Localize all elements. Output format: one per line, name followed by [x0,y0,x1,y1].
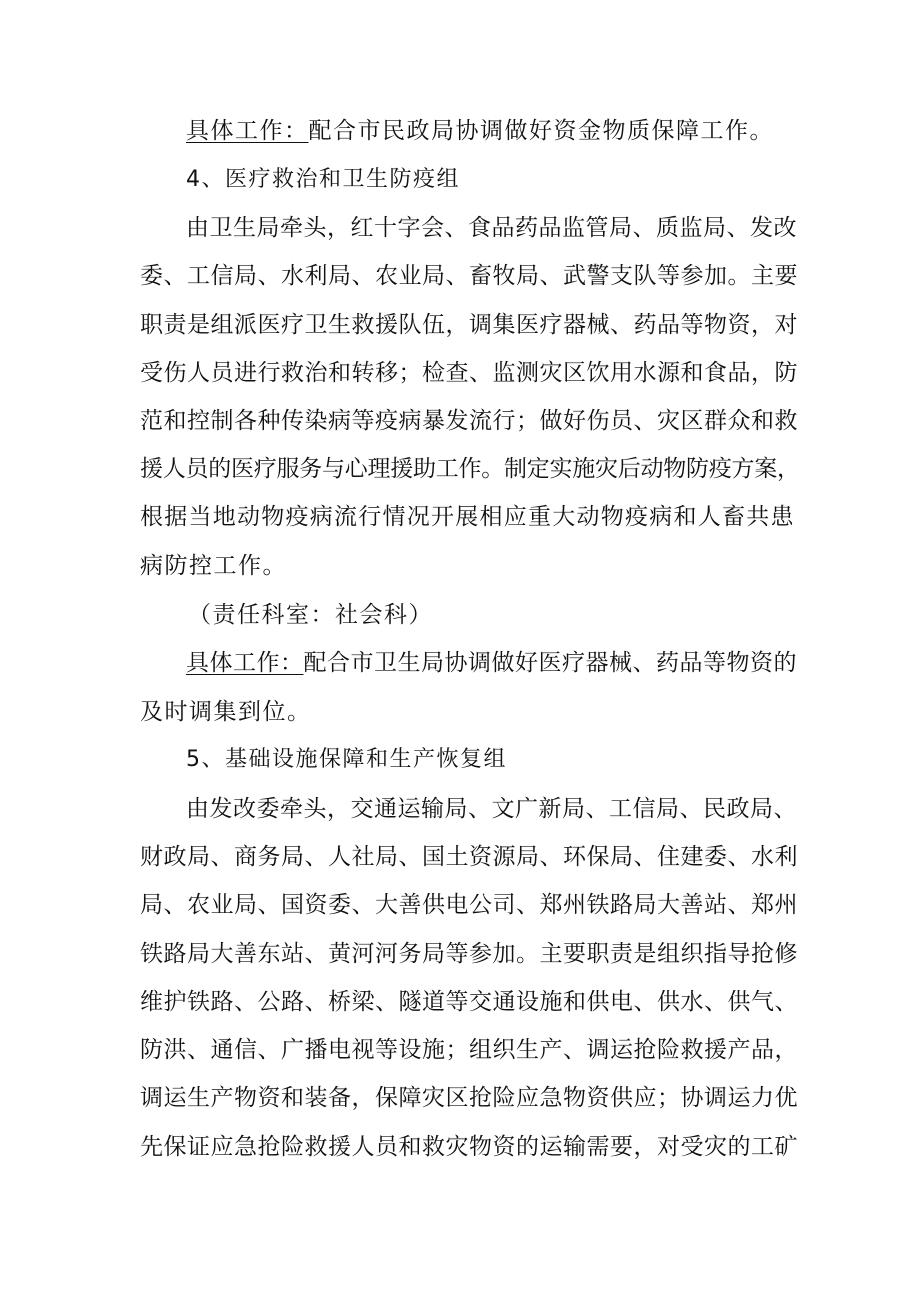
paragraph-line: 局、农业局、国资委、大善供电公司、郑州铁路局大善站、郑州 [140,892,798,918]
paragraph-line: 防洪、通信、广播电视等设施；组织生产、调运抢险救援产品， [140,1037,798,1063]
paragraph-line: 维护铁路、公路、桥梁、隧道等交通设施和供电、供水、供气、 [140,989,798,1015]
paragraph-line: 根据当地动物疫病流行情况开展相应重大动物疫病和人畜共患 [140,504,795,530]
paragraph-line: 委、工信局、水利局、农业局、畜牧局、武警支队等参加。主要 [140,263,798,289]
paragraph-line: 援人员的医疗服务与心理援助工作。制定实施灾后动物防疫方案， [140,456,800,482]
work-text-continued: 及时调集到位。 [140,699,312,725]
responsibility-note: （责任科室：社会科） [188,602,433,628]
work-line-section3 [186,116,774,146]
paragraph-line: 财政局、商务局、人社局、国土资源局、环保局、住建委、水利 [140,844,798,870]
paragraph-line: 范和控制各种传染病等疫病暴发流行；做好伤员、灾区群众和救 [140,408,798,434]
paragraph-line: 铁路局大善东站、黄河河务局等参加。主要职责是组织指导抢修 [140,941,798,967]
paragraph-line: 病防控工作。 [140,553,287,579]
work-text: 配合市卫生局协调做好医疗器械、药品等物资的 [303,650,797,676]
section5-heading: 5、基础设施保障和生产恢复组 [186,747,507,772]
paragraph-line: 由发改委牵头，交通运输局、文广新局、工信局、民政局、 [186,796,797,822]
paragraph-line: 由卫生局牵头，红十字会、食品药品监管局、质监局、发改 [186,215,797,241]
work-line-section4 [186,648,797,678]
section4-heading: 4、医疗救治和卫生防疫组 [186,167,460,192]
paragraph-line: 调运生产物资和装备，保障灾区抢险应急物资供应；协调运力优 [140,1085,798,1111]
work-label: 具体工作： [186,118,309,144]
paragraph-line: 职责是组派医疗卫生救援队伍，调集医疗器械、药品等物资，对 [140,312,798,338]
paragraph-line: 受伤人员进行救治和转移；检查、监测灾区饮用水源和食品，防 [140,360,798,386]
paragraph-line: 先保证应急抢险救援人员和救灾物资的运输需要，对受灾的工矿 [140,1134,798,1160]
work-text: 配合市民政局协调做好资金物质保障工作。 [308,118,774,144]
work-label: 具体工作： [186,650,304,676]
